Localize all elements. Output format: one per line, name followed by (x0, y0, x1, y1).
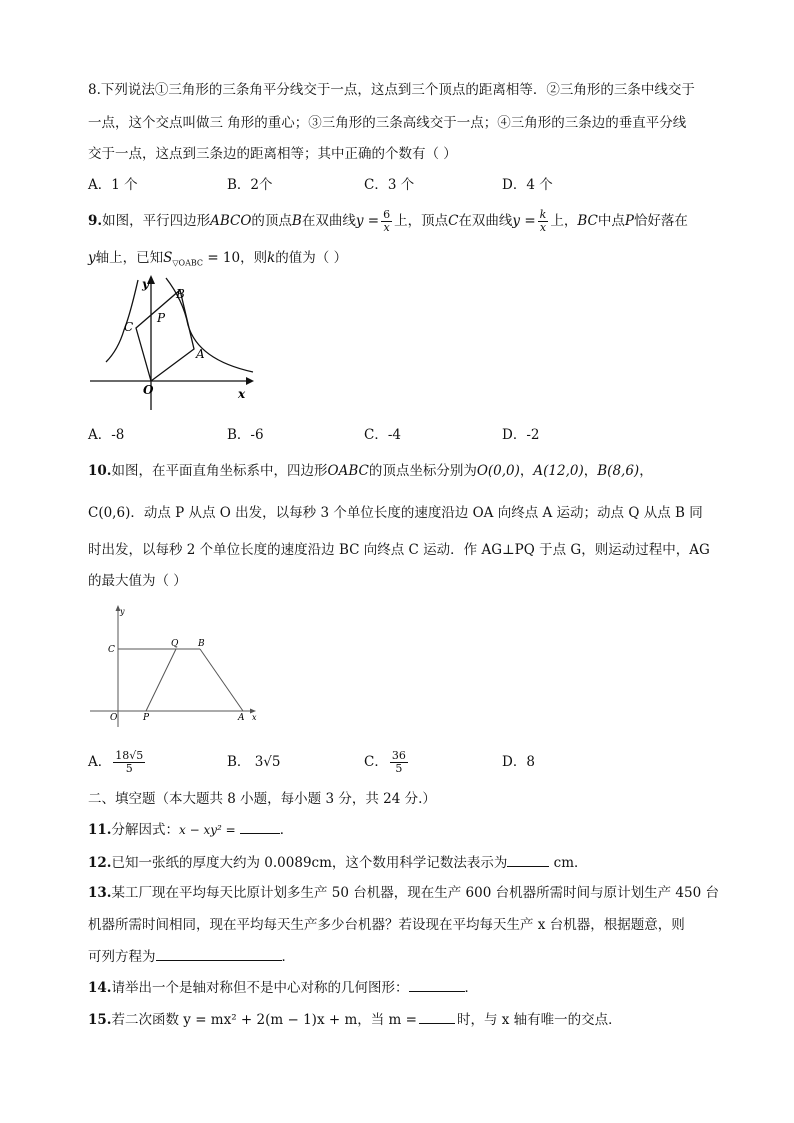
q13-answer-blank (156, 946, 282, 961)
q10-label-b: B (198, 639, 205, 649)
q9-number: 9. (88, 213, 103, 229)
q9-label-a: A (196, 347, 205, 361)
q13-line-1: 13.某工厂现在平均每天比原计划多生产 50 台机器，现在生产 600 台机器所需时间与原计划生产 450 台 (88, 885, 719, 901)
q9-label-o: O (143, 383, 154, 397)
q12: 12.已知一张纸的厚度大约为 0.0089cm，这个数用科学记数法表示为 cm． (88, 852, 588, 873)
q11: 11.分解因式：x − xy² = ． (88, 819, 293, 840)
section-2-heading: 二、填空题（本大题共 8 小题，每小题 3 分，共 24 分.） (88, 791, 436, 807)
q9-label-b: B (176, 287, 185, 301)
q9-parallelogram (136, 290, 194, 381)
q8-option-c: C．3 个 (364, 177, 415, 193)
q9-fraction-k-over-x: $\frac{k}{x}$ (539, 208, 547, 234)
q13-line-3: 可列方程为 ． (88, 946, 295, 967)
q9-option-a: A．-8 (88, 427, 125, 443)
q10-line-2: C(0,6)．动点 P 从点 O 出发，以每秒 3 个单位长度的速度沿边 OA 向终点 A 运动；动点 Q 从点 B 同 (88, 505, 703, 521)
q10-option-a: A． $\frac{18√5}{5}$ (88, 749, 144, 775)
q10-label-y: y (120, 607, 125, 616)
q9-option-b: B．-6 (227, 427, 264, 443)
q14-answer-blank (409, 977, 465, 992)
q8-option-b: B．2个 (227, 177, 273, 193)
q8-line-2: 一点，这个交点叫做三 角形的重心；③三角形的三条高线交于一点；④三角形的三条边的垂直平分线 (88, 115, 687, 131)
q8-option-d: D．4 个 (502, 177, 553, 193)
q14: 14.请举出一个是轴对称但不是中心对称的几何图形： ． (88, 977, 478, 998)
q9-label-y: y (142, 277, 149, 291)
q10-option-c: C． $\frac{36}{5}$ (364, 749, 406, 775)
q9-label-c: C (124, 320, 134, 334)
q10-line-4: 的最大值为（ ） (88, 573, 187, 589)
q10-segment-ba (200, 649, 243, 711)
q10-label-p: P (143, 713, 150, 723)
q9-figure (88, 270, 268, 420)
q10-number: 10. (88, 463, 112, 479)
q9-hyperbola-left (106, 280, 138, 362)
q9-x-arrow (246, 377, 254, 385)
q10-line-1: 10.如图，在平面直角坐标系中，四边形OABC的顶点坐标分别为O(0,0)，A(12,0)，B(8,6)， (88, 463, 653, 479)
q10-label-x: x (252, 713, 257, 722)
q15: 15.若二次函数 y = mx² + 2(m − 1)x + m，当 m = 时，与 x 轴有唯一的交点． (88, 1009, 622, 1030)
q10-option-b: B． 3√5 (227, 754, 281, 770)
q10-figure (88, 605, 268, 730)
q10-segment-pq (146, 649, 176, 711)
q9-line-1: 9.如图，平行四边形ABCO的顶点B在双曲线y = $\frac{6}{x}$ 上，顶点C在双曲线y = $\frac{k}{x}$ 上，BC中点P恰好落在 (88, 208, 688, 234)
q8-line-1: 8.下列说法①三角形的三条角平分线交于一点，这点到三个顶点的距离相等．②三角形的三条中线交于 (88, 82, 695, 98)
q10-label-q: Q (171, 639, 179, 649)
q9-line-2: y轴上，已知$S_{▽OABC} = 10$，则k的值为（ ） (88, 250, 348, 268)
q10-line-3: 时出发，以每秒 2 个单位长度的速度沿边 BC 向终点 C 运动．作 AG⊥PQ 于点 G，则运动过程中，AG (88, 542, 710, 558)
q12-answer-blank (507, 852, 549, 867)
q11-answer-blank (240, 819, 280, 834)
q10-option-d: D．8 (502, 754, 535, 770)
q13-line-2: 机器所需时间相同，现在平均每天生产多少台机器？若设现在平均每天生产 x 台机器，根据题意，则 (88, 917, 685, 933)
q9-label-p: P (157, 311, 166, 325)
q10-label-a: A (238, 713, 245, 723)
q9-option-d: D．-2 (502, 427, 540, 443)
q9-fraction-6-over-x: $\frac{6}{x}$ (383, 208, 391, 234)
q10-label-o: O (110, 713, 118, 723)
q8-option-a: A．1 个 (88, 177, 138, 193)
q8-line-3: 交于一点，这点到三条边的距离相等；其中正确的个数有（ ） (88, 146, 457, 162)
q9-label-x: x (238, 387, 246, 401)
q9-option-c: C．-4 (364, 427, 401, 443)
q15-answer-blank (419, 1009, 455, 1024)
q10-label-c: C (108, 645, 115, 655)
